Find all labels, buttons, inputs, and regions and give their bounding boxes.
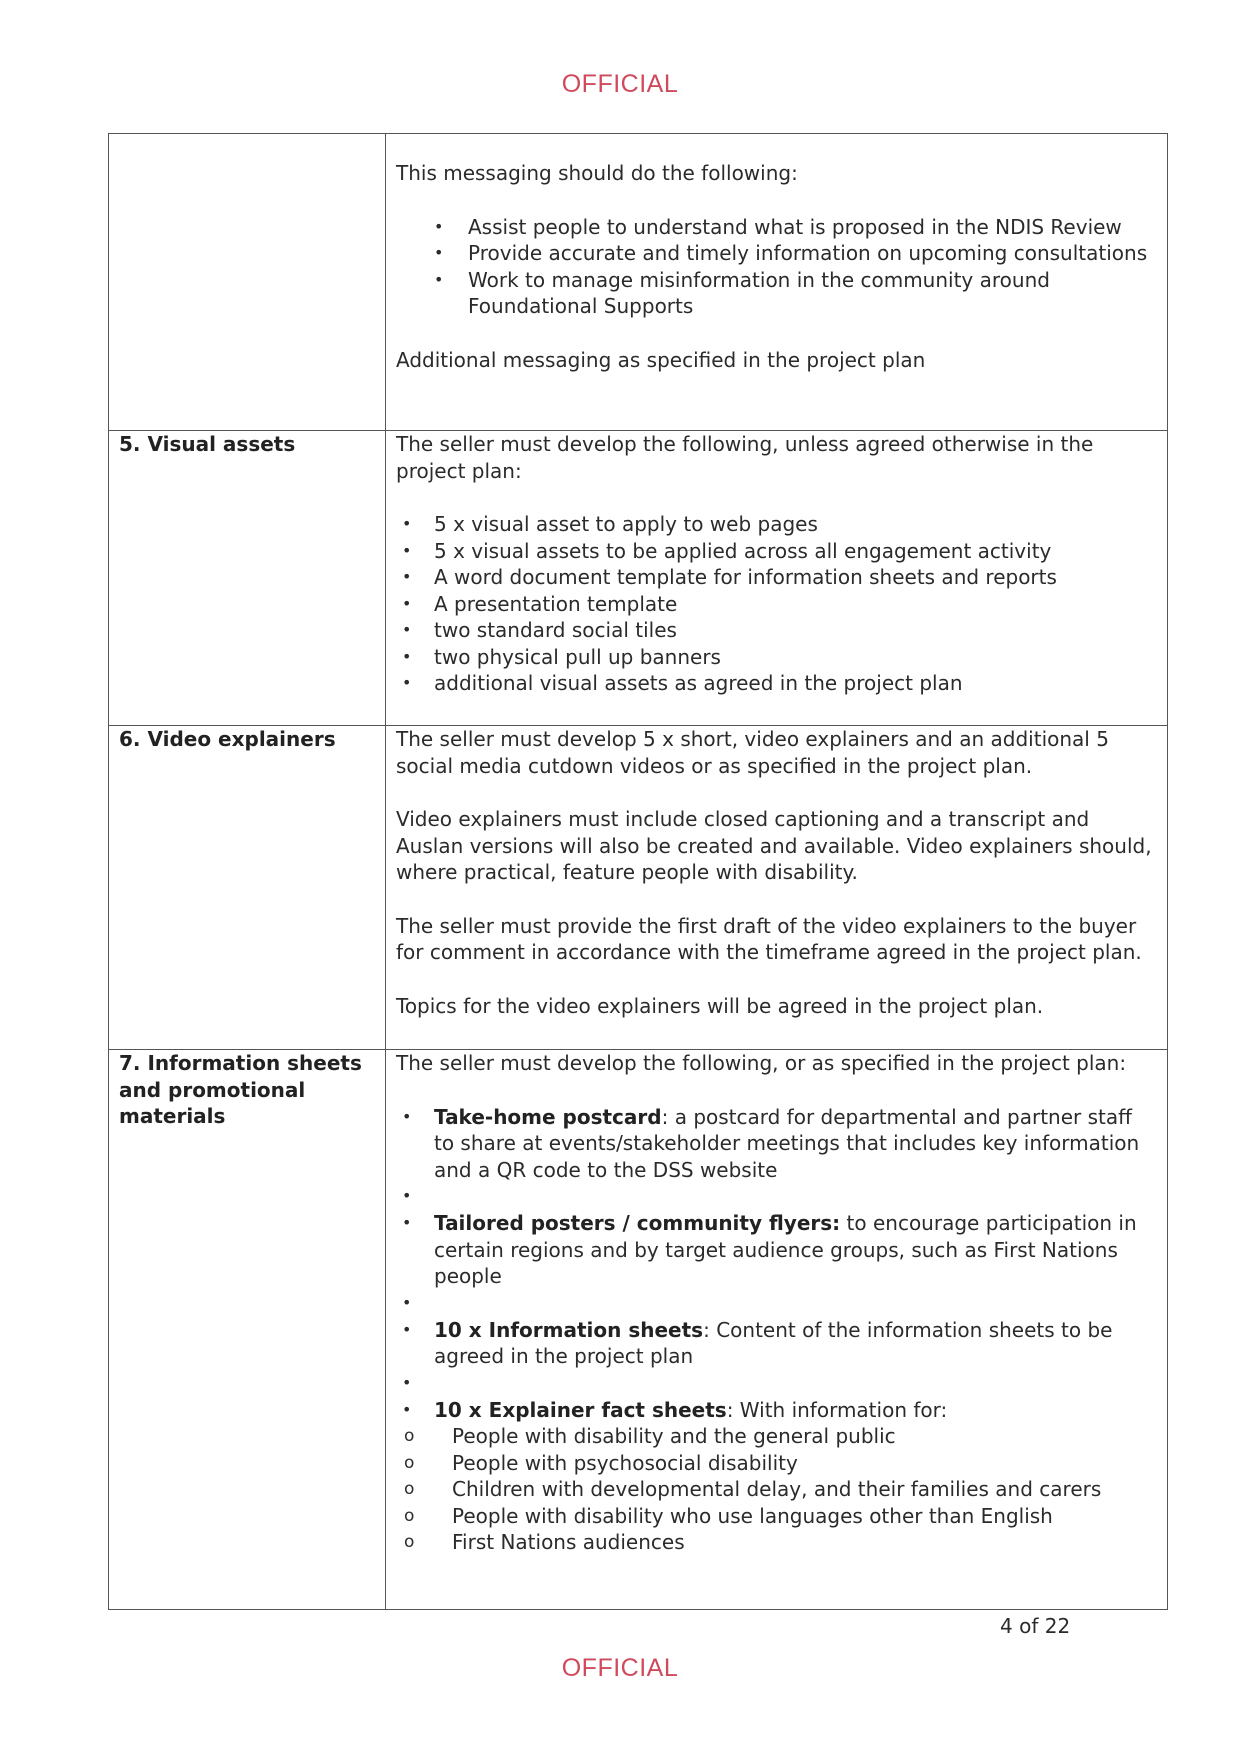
paragraph: The seller must develop the following, unless agreed otherwise in the project plan:	[396, 432, 1094, 483]
row-body	[386, 726, 1168, 1050]
list-item: • A word document template for information sheets and reports	[396, 564, 1155, 591]
paragraph: Additional messaging as specified in the project plan	[396, 347, 926, 372]
sub-list-item: o Children with developmental delay, and their families and carers	[396, 1476, 1155, 1503]
bullet-list	[396, 511, 1155, 697]
item-title: Tailored posters / community flyers:	[434, 1211, 841, 1235]
row-body	[386, 1050, 1168, 1610]
list-item: • additional visual assets as agreed in the project plan	[396, 670, 1155, 697]
paragraph: Video explainers must include closed captioning and a transcript and Auslan versions will also be created and available. Video explainers should, where practical, feature people with disability.	[396, 807, 1152, 884]
list-item: • two physical pull up banners	[396, 644, 1155, 671]
item-title: Take-home postcard	[434, 1104, 662, 1129]
bullet-list	[396, 214, 1155, 320]
list-item: • Take-home postcard: a postcard for departmental and partner staff to share at events/stakeholder meetings that includes key information and a QR code to the DSS website	[396, 1104, 1155, 1184]
requirements-table	[108, 133, 1168, 1610]
table-row	[109, 431, 1168, 726]
bullet-list	[396, 1104, 1155, 1424]
paragraph: The seller must provide the first draft of the video explainers to the buyer for comment in accordance with the timeframe agreed in the project plan.	[396, 913, 1142, 964]
table-row	[109, 726, 1168, 1050]
item-text: a postcard for departmental and partner staff to share at events/stakeholder meetings that includes key information and a QR code to the DSS website	[434, 1104, 1140, 1182]
table-row	[109, 134, 1168, 431]
table-row	[109, 1050, 1168, 1610]
item-title: 10 x Information sheets	[434, 1317, 704, 1342]
sub-list	[396, 1423, 1155, 1556]
list-item: • 10 x Information sheets: Content of the information sheets to be agreed in the project plan	[396, 1317, 1155, 1370]
item-text: With information for:	[739, 1397, 948, 1422]
paragraph: The seller must develop the following, or as specified in the project plan:	[396, 1051, 1127, 1075]
row-label: 7. Information sheets and promotional materials	[109, 1050, 386, 1610]
row-body	[386, 134, 1168, 431]
list-item: • 5 x visual asset to apply to web pages	[396, 511, 1155, 538]
security-marking-top: OFFICIAL	[561, 70, 679, 98]
list-item: • Work to manage misinformation in the community around Foundational Supports	[396, 267, 1155, 320]
list-item	[396, 1210, 1155, 1290]
list-item: • Assist people to understand what is proposed in the NDIS Review	[396, 214, 1155, 241]
item-title: 10 x Explainer fact sheets	[434, 1397, 727, 1422]
paragraph: The seller must develop 5 x short, video explainers and an additional 5 social media cutdown videos or as specified in the project plan.	[396, 727, 1109, 778]
row-label: 6. Video explainers	[109, 726, 386, 1050]
row-body	[386, 431, 1168, 726]
sub-list-item: o People with disability who use languages other than English	[396, 1503, 1155, 1530]
row-label: 5. Visual assets	[109, 431, 386, 726]
list-item: • 10 x Explainer fact sheets: With information for:	[396, 1397, 1155, 1424]
paragraph: Topics for the video explainers will be agreed in the project plan.	[396, 993, 1044, 1018]
list-item: • Provide accurate and timely information on upcoming consultations	[396, 240, 1155, 267]
paragraph: This messaging should do the following:	[396, 161, 798, 185]
item-text: Content of the information sheets to be agreed in the project plan	[434, 1317, 1113, 1368]
sub-list-item: o First Nations audiences	[396, 1529, 1155, 1556]
page-number: 4 of 22	[1000, 1614, 1071, 1638]
sub-list-item: o People with disability and the general public	[396, 1423, 1155, 1450]
list-item: • two standard social tiles	[396, 617, 1155, 644]
row-label-empty	[109, 134, 386, 431]
sub-list-item: o People with psychosocial disability	[396, 1450, 1155, 1477]
security-marking-bottom: OFFICIAL	[561, 1654, 679, 1682]
item-text: to encourage participation in certain regions and by target audience groups, such as First Nations people	[434, 1211, 1137, 1288]
list-item: • 5 x visual assets to be applied across all engagement activity	[396, 538, 1155, 565]
list-item: • A presentation template	[396, 591, 1155, 618]
